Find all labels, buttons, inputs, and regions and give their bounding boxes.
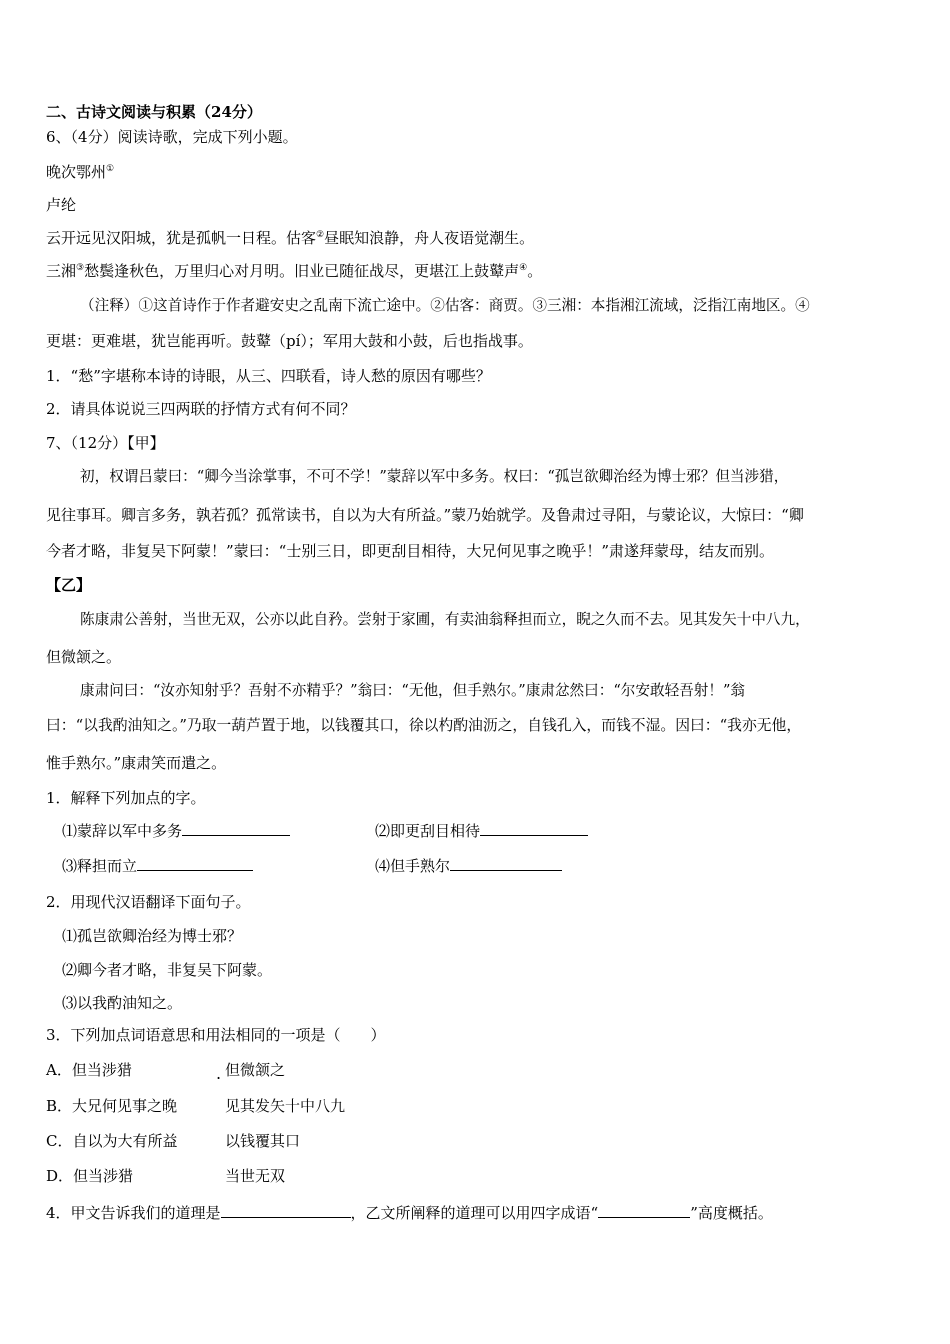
option-b-right: 见其发矢十中八九 [225,1097,346,1115]
passage-yi-line: 曰：“以我酌油知之。”乃取一葫芦置于地，以钱覆其口，徐以杓酌油沥之，自钱孔入，而钱不湿。因曰：“我亦无他， [46,717,802,734]
poem-notes: （注释）①这首诗作于作者避安史之乱南下流亡途中。②估客：商贾。③三湘：本指湘江流域，泛指江南地区。④ [80,297,810,314]
poem-author: 卢纶 [46,196,77,214]
section-title: 二、古诗文阅读与积累（24分） [46,103,262,121]
word-item: ⑵即更刮目相待 [375,821,588,841]
q6-subquestion-1: 1．“愁”字堪称本诗的诗眼，从三、四联看，诗人愁的原因有哪些？ [46,367,491,385]
answer-blank[interactable] [450,856,562,871]
poem-line: 三湘③愁鬓逢秋色，万里归心对月明。旧业已随征战尽，更堪江上鼓鼙声④。 [46,262,543,280]
word-item: ⑴蒙辞以军中多务 [62,821,290,841]
option-c[interactable]: C．自以为大有所益 [46,1132,178,1150]
q7-subquestion-1: 1．解释下列加点的字。 [46,789,206,807]
emphasis-dot: . [216,1064,222,1083]
translate-item: ⑵卿今者才略，非复吴下阿蒙。 [62,961,273,979]
option-b[interactable]: B．大兄何见事之晚 [46,1097,178,1115]
passage-yi-line: 但微颔之。 [46,648,122,666]
poem-title: 晚次鄂州① [46,163,115,181]
q7-subquestion-2: 2．用现代汉语翻译下面句子。 [46,893,251,911]
passage-jia-line: 初，权谓吕蒙曰：“卿今当涂掌事，不可不学！”蒙辞以军中多务。权曰：“孤岂欲卿治经为博士邪？但当涉猎， [80,468,789,485]
footnote-marker: ③ [76,263,85,273]
passage-yi-label: 【乙】 [46,576,92,594]
answer-blank[interactable] [598,1203,690,1218]
option-d-right: 当世无双 [225,1167,286,1185]
q6-subquestion-2: 2．请具体说说三四两联的抒情方式有何不同？ [46,400,356,418]
passage-yi-line: 康肃问曰：“汝亦知射乎？吾射不亦精乎？”翁曰：“无他，但手熟尔。”康肃忿然曰：“尔安敢轻吾射！”翁 [80,682,745,699]
q6-intro: 6、（4分）阅读诗歌，完成下列小题。 [46,128,298,146]
passage-yi-line: 陈康肃公善射，当世无双，公亦以此自矜。尝射于家圃，有卖油翁释担而立，睨之久而不去。见其发矢十中八九， [80,611,810,628]
option-a[interactable]: A．但当涉猎 [46,1061,132,1079]
translate-item: ⑴孤岂欲卿治经为博士邪？ [62,927,243,945]
answer-blank[interactable] [480,821,588,836]
answer-blank[interactable] [221,1203,351,1218]
word-item: ⑶释担而立 [62,856,253,876]
q7-subquestion-3: 3．下列加点词语意思和用法相同的一项是（ ） [46,1026,386,1044]
footnote-marker: ② [316,230,325,240]
translate-item: ⑶以我酌油知之。 [62,994,183,1012]
q7-intro: 7、（12分）【甲】 [46,434,165,452]
option-c-right: 以钱覆其口 [225,1132,301,1150]
passage-jia-line: 今者才略，非复吴下阿蒙！”蒙曰：“士别三日，即更刮目相待，大兄何见事之晚乎！”肃遂拜蒙母，结友而别。 [46,542,775,560]
passage-yi-line: 惟手熟尔。”康肃笑而遣之。 [46,754,227,772]
footnote-marker: ① [106,164,115,174]
poem-line: 云开远见汉阳城，犹是孤帆一日程。估客②昼眠知浪静，舟人夜语觉潮生。 [46,229,535,247]
answer-blank[interactable] [137,856,253,871]
option-d[interactable]: D．但当涉猎 [46,1167,134,1185]
q7-subquestion-4: 4．甲文告诉我们的道理是 ，乙文所阐释的道理可以用四字成语“ ”高度概括。 [46,1204,773,1222]
option-a-right: 但微颔之 [225,1061,286,1079]
answer-blank[interactable] [182,821,290,836]
passage-jia-line: 见往事耳。卿言多务，孰若孤？孤常读书，自以为大有所益。”蒙乃始就学。及鲁肃过寻阳，与蒙论议，大惊曰：“卿 [46,506,804,524]
word-item: ⑷但手熟尔 [375,856,562,876]
footnote-marker: ④ [519,263,528,273]
poem-notes-cont: 更堪：更难堪，犹岂能再听。鼓鼙（pí）；军用大鼓和小鼓，后也指战事。 [46,332,533,350]
